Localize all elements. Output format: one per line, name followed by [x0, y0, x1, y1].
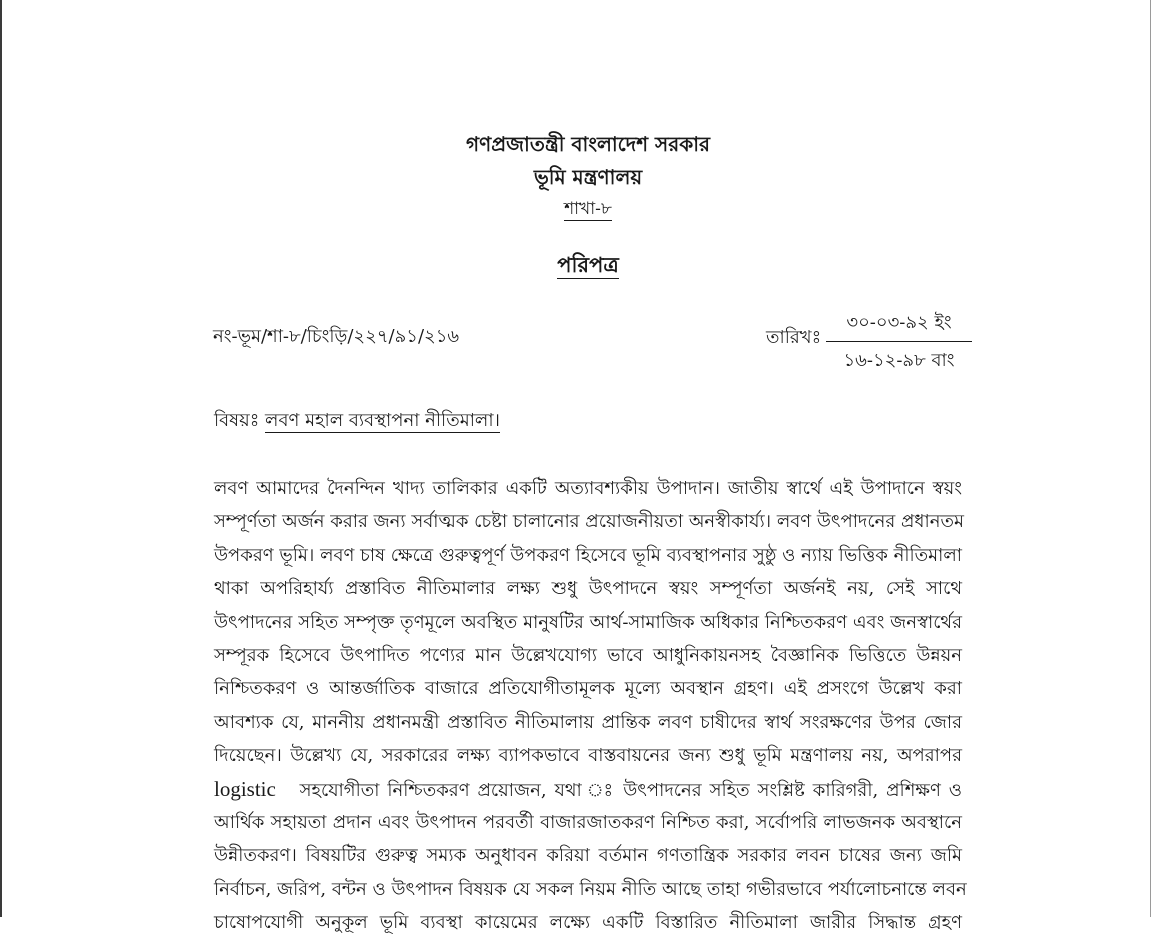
body-line: উপকরণ ভূমি। লবণ চাষ ক্ষেত্রে গুরুত্বপূর্ণ উপকরণ হিসেবে ভূমি ব্যবস্থাপনার সুষ্ঠু ও ন্যায় ভিত্তিক নীতিমালা [214, 544, 962, 566]
body-paragraph [214, 472, 967, 939]
subject-text: লবণ মহাল ব্যবস্থাপনা নীতিমালা। [265, 410, 500, 431]
date-english: ৩০-০৩-৯২ ইং [826, 308, 972, 342]
date-block [826, 308, 972, 377]
body-line: লবণ আমাদের দৈনন্দিন খাদ্য তালিকার একটি অত্যাবশ্যকীয় উপাদান। জাতীয় স্বার্থে এই উপাদানে স্বয়ং [214, 478, 962, 499]
body-line: থাকা অপরিহার্য্য প্রস্তাবিত নীতিমালার লক্ষ্য শুধু উৎপাদনে স্বয়ং সম্পূর্ণতা অর্জনই নয়, সেই সাথে [214, 578, 962, 600]
body-line-text: সহযোগীতা নিশ্চিতকরণ প্রয়োজন, যথা ঃ উৎপাদনের সহিত সংশ্লিষ্ট কারিগরী, প্রশিক্ষণ ও [299, 779, 962, 801]
body-line: নির্বাচন, জরিপ, বন্টন ও উৎপাদন বিষয়ক যে সকল নিয়ম নীতি আছে তাহা গভীরভাবে পর্যালোচনান্তে লবন [214, 878, 967, 900]
ministry-title: ভূমি মন্ত্রণালয় [533, 165, 643, 189]
document-type-text: পরিপত্র [557, 252, 619, 277]
body-line: উৎপাদনের সহিত সম্পৃক্ত তৃণমূলে অবস্থিত মানুষটির আর্থ-সামাজিক অধিকার নিশ্চিতকরণ এবং জনস্বার্থের [214, 611, 962, 633]
date-label: তারিখঃ [766, 327, 822, 348]
body-line: দিয়েছেন। উল্লেখ্য যে, সরকারের লক্ষ্য ব্যাপকভাবে বাস্তবায়নের জন্য শুধু ভূমি মন্ত্রণালয় নয়, অপরাপর [214, 745, 962, 767]
date-bangla: ১৬-১২-৯৮ বাং [843, 350, 955, 371]
subject-line [214, 406, 500, 437]
body-line: চাষোপযোগী অনুকূল ভূমি ব্যবস্থা কায়েমের লক্ষ্যে একটি বিস্তারিত নীতিমালা জারীর সিদ্ধান্ত গ্রহণ [214, 912, 962, 934]
latin-word: logistic [214, 776, 276, 801]
subject-label: বিষয়ঃ [214, 410, 260, 431]
document-type-heading [2, 249, 1174, 284]
body-line-logistic [214, 773, 962, 806]
body-line: উন্নীতকরণ। বিষয়টির গুরুত্ব সম্যক অনুধাবন করিয়া বর্তমান গণতান্ত্রিক সরকার লবন চাষের জন্য জমি [214, 845, 962, 867]
body-line: সম্পূরক হিসেবে উৎপাদিত পণ্যের মান উল্লেখযোগ্য ভাবে আধুনিকায়নসহ বৈজ্ঞানিক ভিত্তিতে উন্নয়ন [214, 644, 962, 666]
body-line: নিশ্চিতকরণ ও আন্তর্জাতিক বাজারে প্রতিযোগীতামূলক মূল্যে অবস্থান গ্রহণ। এই প্রসংগে উল্লেখ করা [214, 678, 962, 700]
memo-number: নং-ভূম/শা-৮/চিংড়ি/২২৭/৯১/২১৬ [213, 326, 460, 347]
branch-text: শাখা-৮ [564, 199, 612, 219]
body-line: আবশ্যক যে, মাননীয় প্রধানমন্ত্রী প্রস্তাবিত নীতিমালায় প্রান্তিক লবণ চাষীদের স্বার্থ সংরক্ষণের উপর জোর [214, 711, 962, 733]
document-page [2, 0, 1150, 934]
branch-label [2, 196, 1174, 224]
government-title: গণপ্রজাতন্ত্রী বাংলাদেশ সরকার [466, 132, 710, 156]
body-line: আর্থিক সহায়তা প্রদান এবং উৎপাদন পরবর্তী বাজারজাতকরণ নিশ্চিত করা, সর্বোপরি লাভজনক অবস্থানে [214, 811, 962, 833]
body-line: সম্পূর্ণতা অর্জন করার জন্য সর্বাত্মক চেষ্টা চালানোর প্রয়োজনীয়তা অনস্বীকার্য্য। লবণ উৎপাদনের প্রধানতম [214, 511, 964, 533]
